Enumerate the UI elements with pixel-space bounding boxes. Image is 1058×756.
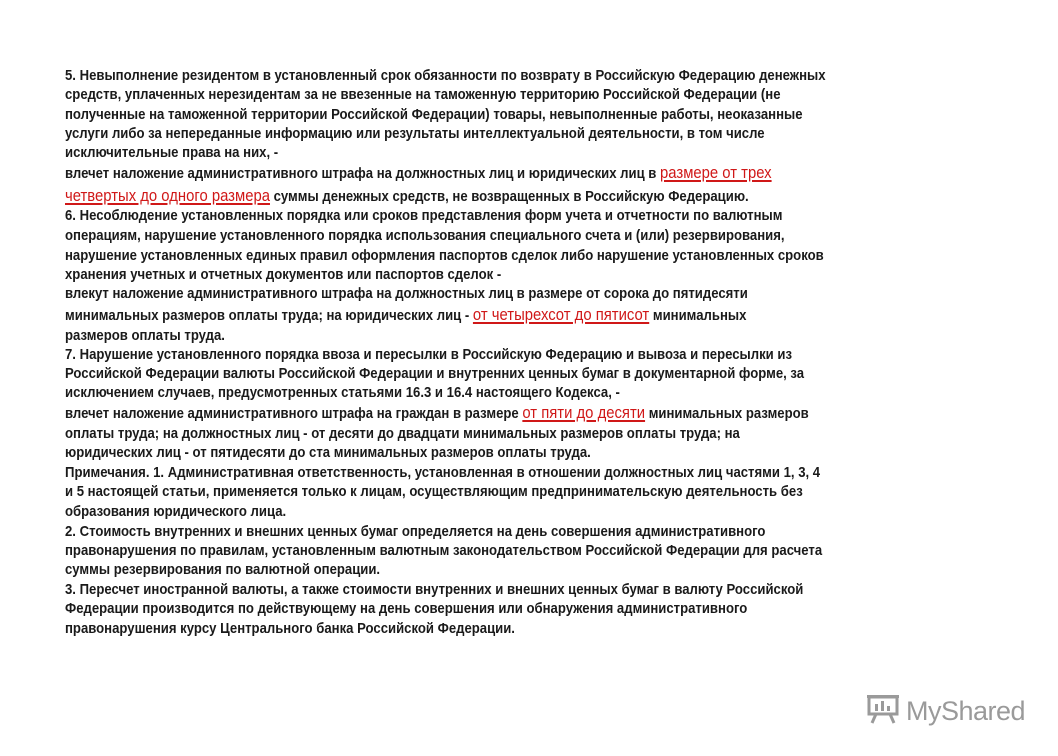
text-line: [65, 561, 380, 579]
text-segment: Примечания. 1. Административная ответственность, установленная в отношении должностных лиц частями 1, 3, 4: [65, 465, 821, 481]
text-segment: 5. Невыполнение резидентом в установленный срок обязанности по возврату в Российскую Федерацию денежных: [65, 68, 826, 84]
text-line: [65, 247, 824, 265]
text-segment: услуги либо за непереданные информацию или результаты интеллектуальной деятельности, в том числе: [65, 126, 765, 142]
text-segment: средств, уплаченных нерезидентам за не ввезенные на таможенную территорию Российской Федерации (не: [65, 87, 781, 103]
text-line: [65, 144, 278, 162]
text-segment: оплаты труда; на должностных лиц - от десяти до двадцати минимальных размеров оплаты труда; на: [65, 426, 740, 442]
myshared-logo[interactable]: [866, 694, 1025, 729]
text-segment: Российской Федерации валюты Российской Федерации и внутренних ценных бумаг в документарной форме, за: [65, 366, 805, 382]
text-line: [65, 600, 747, 618]
text-line: [65, 207, 782, 225]
highlighted-penalty: от пяти до десяти: [522, 404, 646, 422]
text-segment: 3. Пересчет иностранной валюты, а также стоимости внутренних и внешних ценных бумаг в валюту Российской: [65, 582, 804, 598]
text-segment: Федерации производится по действующему на день совершения или обнаружения административного: [65, 601, 748, 617]
text-segment: юридических лиц - от пятидесяти до ста минимальных размеров оплаты труда.: [65, 445, 591, 461]
text-segment: влечет наложение административного штрафа на должностных лиц и юридических лиц в: [65, 166, 661, 182]
text-segment: правонарушения курсу Центрального банка Российской Федерации.: [65, 621, 515, 637]
text-line: [65, 125, 765, 143]
text-segment: 7. Нарушение установленного порядка ввоза и пересылки в Российскую Федерацию и вывоза и пересылки из: [65, 347, 792, 363]
presentation-board-icon: [866, 694, 900, 729]
text-segment: правонарушения по правилам, установленным валютным законодательством Российской Федерации для расчета: [65, 543, 823, 559]
text-line: [65, 285, 748, 303]
text-line: [65, 620, 515, 638]
text-segment: 6. Несоблюдение установленных порядка или сроков представления форм учета и отчетности по валютным: [65, 208, 783, 224]
highlighted-penalty: четвертых до одного размера: [65, 187, 270, 205]
text-line: [65, 106, 803, 124]
text-line: [65, 164, 772, 183]
text-segment: и 5 настоящей статьи, применяется только к лицам, осуществляющим предпринимательскую деятельность без: [65, 484, 803, 500]
text-line: [65, 483, 803, 501]
text-line: [65, 227, 785, 245]
text-line: [65, 266, 501, 284]
text-segment: минимальных размеров оплаты труда; на юридических лиц -: [65, 308, 473, 324]
logo-text: MyShared: [906, 696, 1026, 726]
text-line: [65, 306, 746, 325]
text-line: [65, 365, 804, 383]
text-segment: минимальных размеров: [645, 406, 809, 422]
text-segment: исключительные права на них, -: [65, 145, 279, 161]
text-segment: размеров оплаты труда.: [65, 328, 225, 344]
text-line: [65, 346, 792, 364]
text-segment: влекут наложение административного штрафа на должностных лиц в размере от сорока до пятидесяти: [65, 286, 748, 302]
text-line: [65, 67, 826, 85]
text-line: [65, 503, 286, 521]
highlighted-penalty: от четырехсот до пятисот: [472, 306, 650, 324]
text-line: [65, 523, 765, 541]
text-line: [65, 187, 749, 206]
text-line: [65, 384, 620, 402]
highlighted-penalty: размере от трех: [660, 164, 772, 182]
text-line: [65, 86, 781, 104]
text-line: [65, 425, 740, 443]
text-segment: 2. Стоимость внутренних и внешних ценных бумаг определяется на день совершения административного: [65, 524, 766, 540]
text-segment: минимальных: [649, 308, 747, 324]
text-line: [65, 444, 591, 462]
text-segment: влечет наложение административного штрафа на граждан в размере: [65, 406, 523, 422]
text-line: [65, 404, 809, 423]
text-segment: образования юридического лица.: [65, 504, 287, 520]
text-segment: суммы резервирования по валютной операции.: [65, 562, 381, 578]
text-segment: полученные на таможенной территории Российской Федерации) товары, невыполненные работы, неоказанные: [65, 107, 803, 123]
text-line: [65, 542, 822, 560]
text-segment: суммы денежных средств, не возвращенных в Российскую Федерацию.: [269, 189, 749, 205]
text-segment: хранения учетных и отчетных документов или паспортов сделок -: [65, 267, 502, 283]
text-line: [65, 464, 820, 482]
text-line: [65, 581, 803, 599]
text-segment: операциям, нарушение установленного порядка использования специального счета и (или) резервирования,: [65, 228, 785, 244]
text-segment: нарушение установленных единых правил оформления паспортов сделок либо нарушение установленных сроков: [65, 248, 824, 264]
text-line: [65, 327, 225, 345]
text-segment: исключением случаев, предусмотренных статьями 16.3 и 16.4 настоящего Кодекса, -: [65, 385, 620, 401]
